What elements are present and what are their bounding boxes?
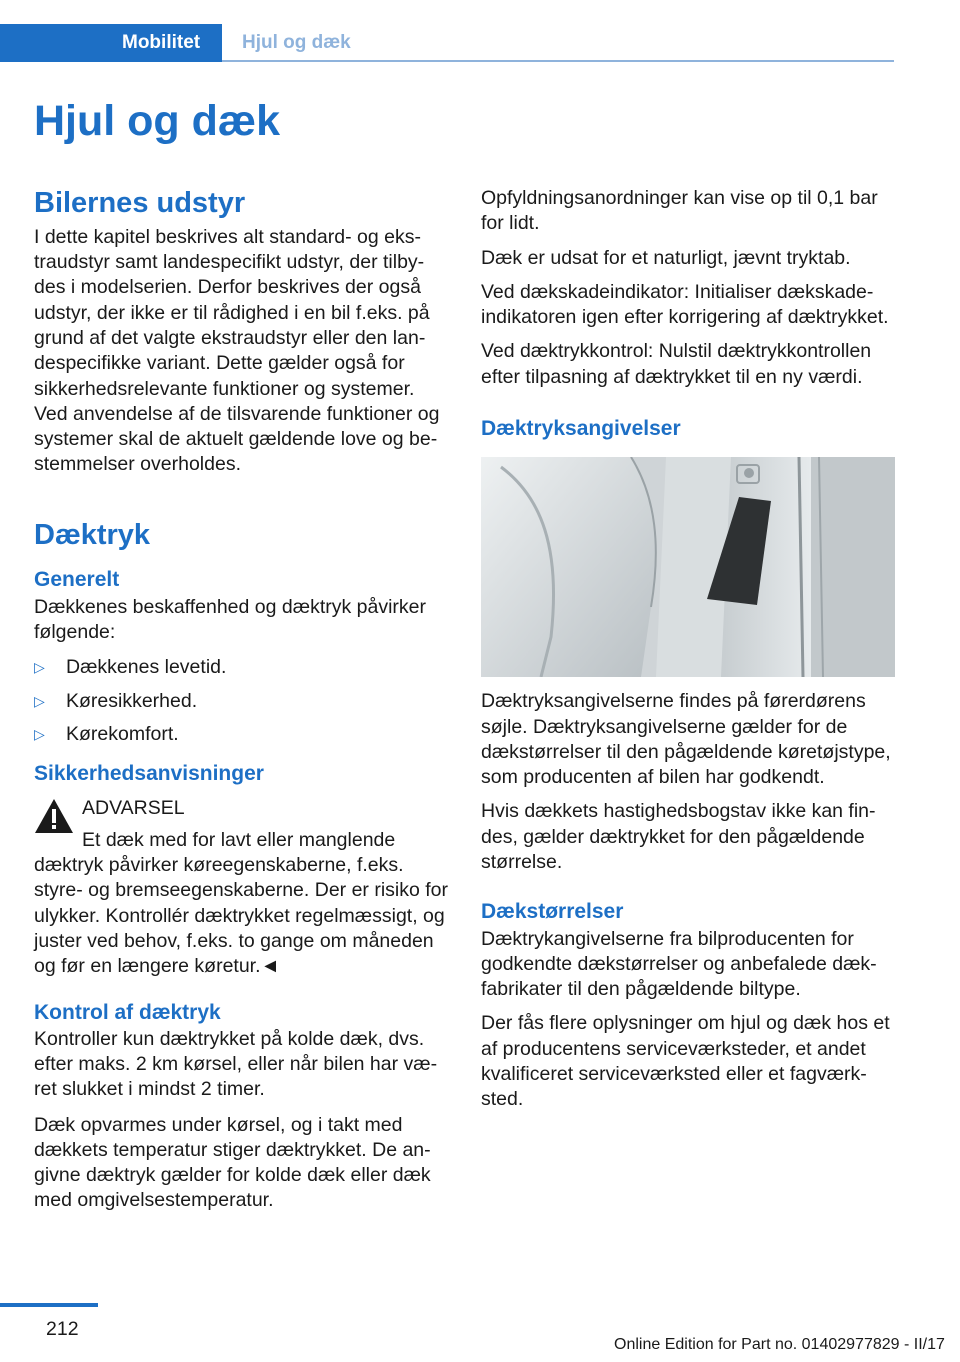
list-item xyxy=(34,689,448,714)
paragraph-right-8: Der fås flere oplysninger om hjul og dæk hos et af producentens serviceværksteder, et andet kvalificeret serviceværksted eller et fagværksted. xyxy=(481,1012,890,1111)
warning-icon xyxy=(34,798,74,834)
page-header xyxy=(0,24,894,62)
warning-text xyxy=(34,828,448,980)
paragraph-right-4: Ved dæktrykkontrol: Nulstil dæktrykkontrollen efter tilpasning af dæktrykket til en ny værdi. xyxy=(481,340,872,388)
heading-equipment: Bilernes udstyr xyxy=(34,187,246,219)
list-item-text: Kørekomfort. xyxy=(66,722,179,745)
section-tab[interactable] xyxy=(0,24,222,62)
triangle-bullet-icon: ▷ xyxy=(34,659,45,676)
paragraph-right-7: Dæktrykangivelserne fra bilproducenten for godkendte dækstørrelser og anbefalede dækfabrikater til den pågældende biltype. xyxy=(481,927,877,1001)
footer-divider xyxy=(0,1303,98,1307)
paragraph-right-3: Ved dækskadeindikator: Initialiser dækskadeindikatoren igen efter korrigering af dæktrykket. xyxy=(481,280,889,329)
left-column xyxy=(34,186,448,1214)
list-item-text: Køresikkerhed. xyxy=(66,689,198,712)
heading-pressure-info: Dæktryksangivelser xyxy=(481,417,681,441)
warning-text-content: Et dæk med for lavt eller manglende dæktryk påvirker køreegenskaberne, f.eks. styre- og bremseegenskaberne. Der er risiko for ulykker. Kontrollér dæktrykket regelmæssigt, og juster ved behov, f.eks. to gange om måneden og før en længere køretur.◄ xyxy=(34,828,449,978)
door-pillar-illustration xyxy=(481,457,895,677)
right-column xyxy=(481,186,895,1113)
warning-block xyxy=(34,796,448,979)
heading-tire-sizes: Dækstørrelser xyxy=(481,900,624,924)
subsection-tab-label[interactable]: Hjul og dæk xyxy=(242,32,351,53)
paragraph-right-5: Dæktryksangivelserne findes på førerdørens søjle. Dæktryksangivelserne gælder for de dækstørrelser til den pågældende køretøjstype, som producenten af bilen har godkendt. xyxy=(481,690,891,789)
triangle-bullet-icon: ▷ xyxy=(34,725,45,742)
paragraph-right-2: Dæk er udsat for et naturligt, jævnt tryktab. xyxy=(481,246,851,269)
bullet-list xyxy=(34,655,448,747)
list-item xyxy=(34,722,448,747)
paragraph-right-1: Opfyldningsanordninger kan vise op til 0,1 bar for lidt. xyxy=(481,187,878,235)
paragraph-equipment: I dette kapitel beskrives alt standard- og ekstraudstyr samt landespecifikt udstyr, der tilbydes i modelserien. Derfor beskrives der også udstyr, der ikke er til rådighed i en bil f.eks. på grund af det valgte ekstraudstyr eller den landespecifikke variant. Dette gælder også for sikkerhedsrelevante funktioner og systemer. Ved anvendelse af de tilsvarende funktioner og systemer skal de aktuelt gældende love og bestemmelser overholdes. xyxy=(34,225,440,476)
list-item-text: Dækkenes levetid. xyxy=(66,656,227,679)
heading-check: Kontrol af dæktryk xyxy=(34,1000,221,1024)
door-pillar-photo xyxy=(481,457,895,677)
paragraph-check-2: Dæk opvarmes under kørsel, og i takt med dækkets temperatur stiger dæktrykket. De angivne dæktryk gælder for kolde dæk eller dæk med omgivelsestemperatur. xyxy=(34,1113,431,1212)
paragraph-right-6: Hvis dækkets hastighedsbogstav ikke kan findes, gælder dæktrykket for den pågældende størrelse. xyxy=(481,800,876,874)
header-divider xyxy=(222,60,894,62)
heading-safety: Sikkerhedsanvisninger xyxy=(34,762,264,786)
triangle-bullet-icon: ▷ xyxy=(34,692,45,709)
list-item xyxy=(34,655,448,680)
paragraph-check-1: Kontroller kun dæktrykket på kolde dæk, dvs. efter maks. 2 km kørsel, eller når bilen har været slukket i mindst 2 timer. xyxy=(34,1027,438,1101)
warning-label: ADVARSEL xyxy=(82,797,185,820)
page-number: 212 xyxy=(46,1318,79,1340)
page-title: Hjul og dæk xyxy=(34,97,281,145)
section-tab-label: Mobilitet xyxy=(122,32,201,53)
paragraph-general: Dækkenes beskaffenhed og dæktryk påvirker følgende: xyxy=(34,595,427,644)
edition-note: Online Edition for Part no. 01402977829 - II/17 xyxy=(614,1336,945,1353)
heading-general: Generelt xyxy=(34,567,120,591)
heading-tire-pressure: Dæktryk xyxy=(34,518,151,551)
